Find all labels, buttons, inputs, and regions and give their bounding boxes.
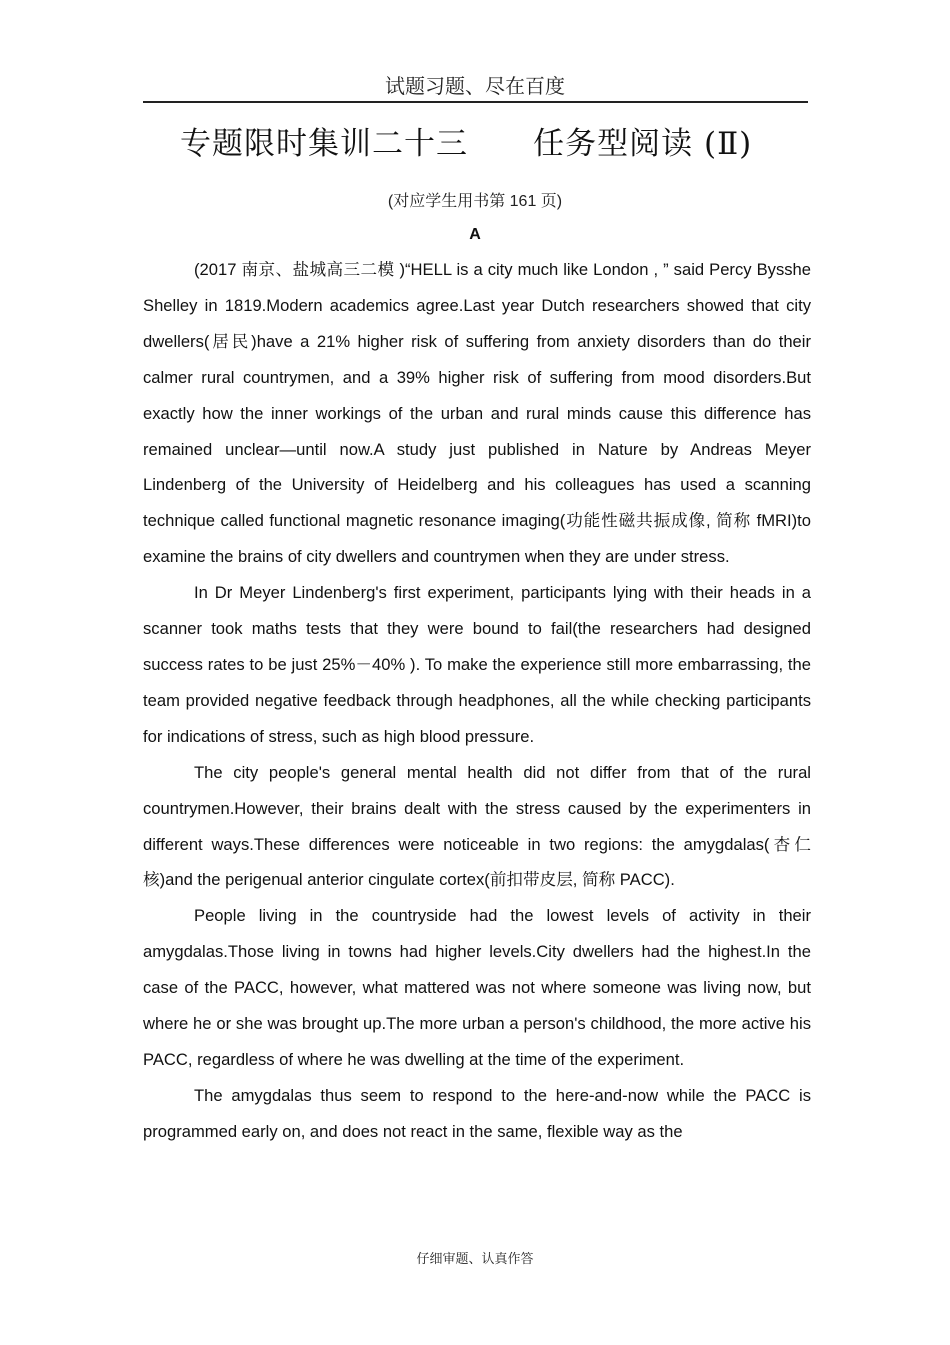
page-header: 试题习题、尽在百度 [385, 74, 565, 98]
section-heading: A [469, 226, 481, 243]
paragraph: In Dr Meyer Lindenberg's first experiment, participants lying with their heads in a scanner took maths tests that they were bound to fail(the researchers had designed success rates to be just 25%－40% ). To make the experience still more embarrassing, the team provided negative feedback through headphones, all the while checking participants for indications of stress, such as high blood pressure. [143, 583, 811, 746]
page-reference: (对应学生用书第 161 页) [387, 193, 563, 210]
page-footer: 仔细审题、认真作答 [416, 1252, 534, 1267]
paragraph: The city people's general mental health did not differ from that of the rural countrymen.However, their brains dealt with the stress caused by the experimenters in different ways.These differences were noticeable in two regions: the amygdalas(杏仁核)and the perigenual anterior cingulate cortex(前扣带皮层, 简称 PACC). [143, 762, 811, 890]
paragraph: People living in the countryside had the lowest levels of activity in their amygdalas.Those living in towns had higher levels.City dwellers had the highest.In the case of the PACC, however, what mattered was not where someone was living now, but where he or she was brought up.The more urban a person's childhood, the more active his PACC, regardless of where he was dwelling at the time of the experiment. [143, 906, 811, 1069]
paragraph: The amygdalas thus seem to respond to the here-and-now while the PACC is programmed early on, and does not react in the same, flexible way as the [143, 1085, 811, 1141]
paragraph: (2017 南京、盐城高三二模 )“HELL is a city much like London , ” said Percy Bysshe Shelley in 1819.Modern academics agree.Last year Dutch researchers showed that city dwellers(居民)have a 21% higher risk of suffering from anxiety disorders than do their calmer rural countrymen, and a 39% higher risk of suffering from mood disorders.But exactly how the inner workings of the urban and rural minds cause this difference has remained unclear—until now.A study just published in Nature by Andreas Meyer Lindenberg of the University of Heidelberg and his colleagues has used a scanning technique called functional magnetic resonance imaging(功能性磁共振成像, 简称 fMRI)to examine the brains of city dwellers and countrymen when they are under stress. [143, 260, 811, 567]
header-rule [143, 101, 808, 103]
passage-body [143, 252, 811, 1150]
document-title: 专题限时集训二十三 任务型阅读 (Ⅱ) [180, 126, 753, 162]
